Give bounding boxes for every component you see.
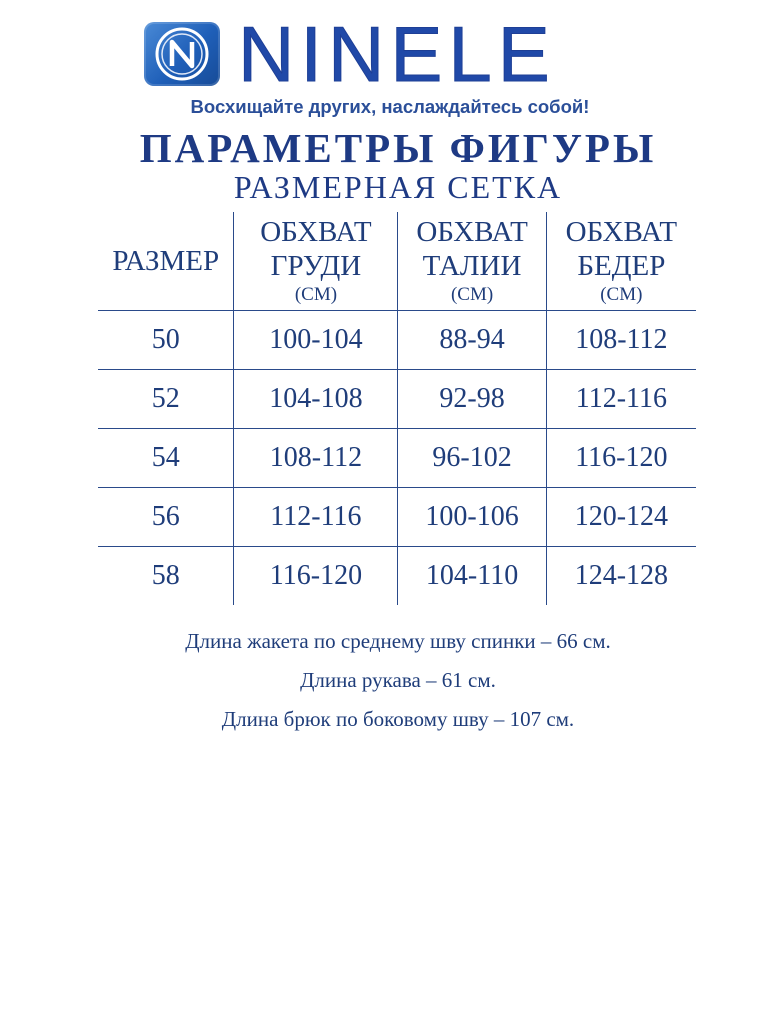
cell-hips: 116-120 — [546, 429, 696, 488]
header-hips — [546, 212, 696, 311]
cell-waist: 92-98 — [398, 370, 546, 429]
note-sleeve-length: Длина рукава – 61 см. — [300, 668, 496, 692]
table-row — [98, 488, 696, 547]
n-monogram-icon — [144, 22, 220, 86]
cell-chest: 116-120 — [234, 547, 398, 606]
cell-hips: 120-124 — [546, 488, 696, 547]
measurement-notes — [0, 626, 768, 743]
table-row — [98, 429, 696, 488]
brand-header — [0, 10, 768, 98]
header-waist-unit: (СМ) — [450, 284, 494, 305]
cell-hips: 112-116 — [546, 370, 696, 429]
header-waist-line2: ТАЛИИ — [422, 250, 522, 282]
note-jacket-length: Длина жакета по среднему шву спинки – 66 см. — [185, 629, 611, 653]
cell-chest: 104-108 — [234, 370, 398, 429]
cell-size: 58 — [98, 547, 234, 606]
table-row — [98, 311, 696, 370]
cell-chest: 108-112 — [234, 429, 398, 488]
header-waist-line1: ОБХВАТ — [416, 216, 528, 248]
header-chest-unit: (СМ) — [294, 284, 338, 305]
table-header-row — [98, 212, 696, 311]
cell-hips: 124-128 — [546, 547, 696, 606]
header-hips-line2: БЕДЕР — [577, 250, 666, 282]
size-chart-table — [98, 212, 696, 605]
brand-wordmark: NINELE — [238, 10, 556, 98]
cell-waist: 100-106 — [398, 488, 546, 547]
page-subtitle: РАЗМЕРНАЯ СЕТКА — [233, 169, 563, 205]
cell-size: 50 — [151, 324, 180, 355]
cell-waist: 88-94 — [398, 311, 546, 370]
header-hips-line1: ОБХВАТ — [565, 216, 678, 248]
table-row — [98, 370, 696, 429]
note-trouser-length: Длина брюк по боковому шву – 107 см. — [221, 707, 575, 731]
cell-waist: 104-110 — [398, 547, 546, 606]
header-waist — [398, 212, 546, 311]
page-title: ПАРАМЕТРЫ ФИГУРЫ — [139, 125, 657, 171]
cell-size: 52 — [98, 370, 234, 429]
header-hips-unit: (СМ) — [600, 284, 643, 305]
header-chest-line1: ОБХВАТ — [260, 216, 372, 248]
brand-tagline: Восхищайте других, наслаждайтесь собой! — [190, 96, 590, 117]
table-row — [98, 547, 696, 606]
cell-hips: 108-112 — [546, 311, 696, 370]
cell-size: 54 — [98, 429, 234, 488]
cell-size: 56 — [98, 488, 234, 547]
cell-waist: 96-102 — [398, 429, 546, 488]
cell-chest: 112-116 — [234, 488, 398, 547]
header-chest — [234, 212, 398, 311]
header-size — [98, 212, 234, 311]
cell-chest: 100-104 — [234, 311, 398, 370]
header-chest-line2: ГРУДИ — [270, 250, 362, 282]
header-size-label: РАЗМЕР — [112, 245, 220, 277]
